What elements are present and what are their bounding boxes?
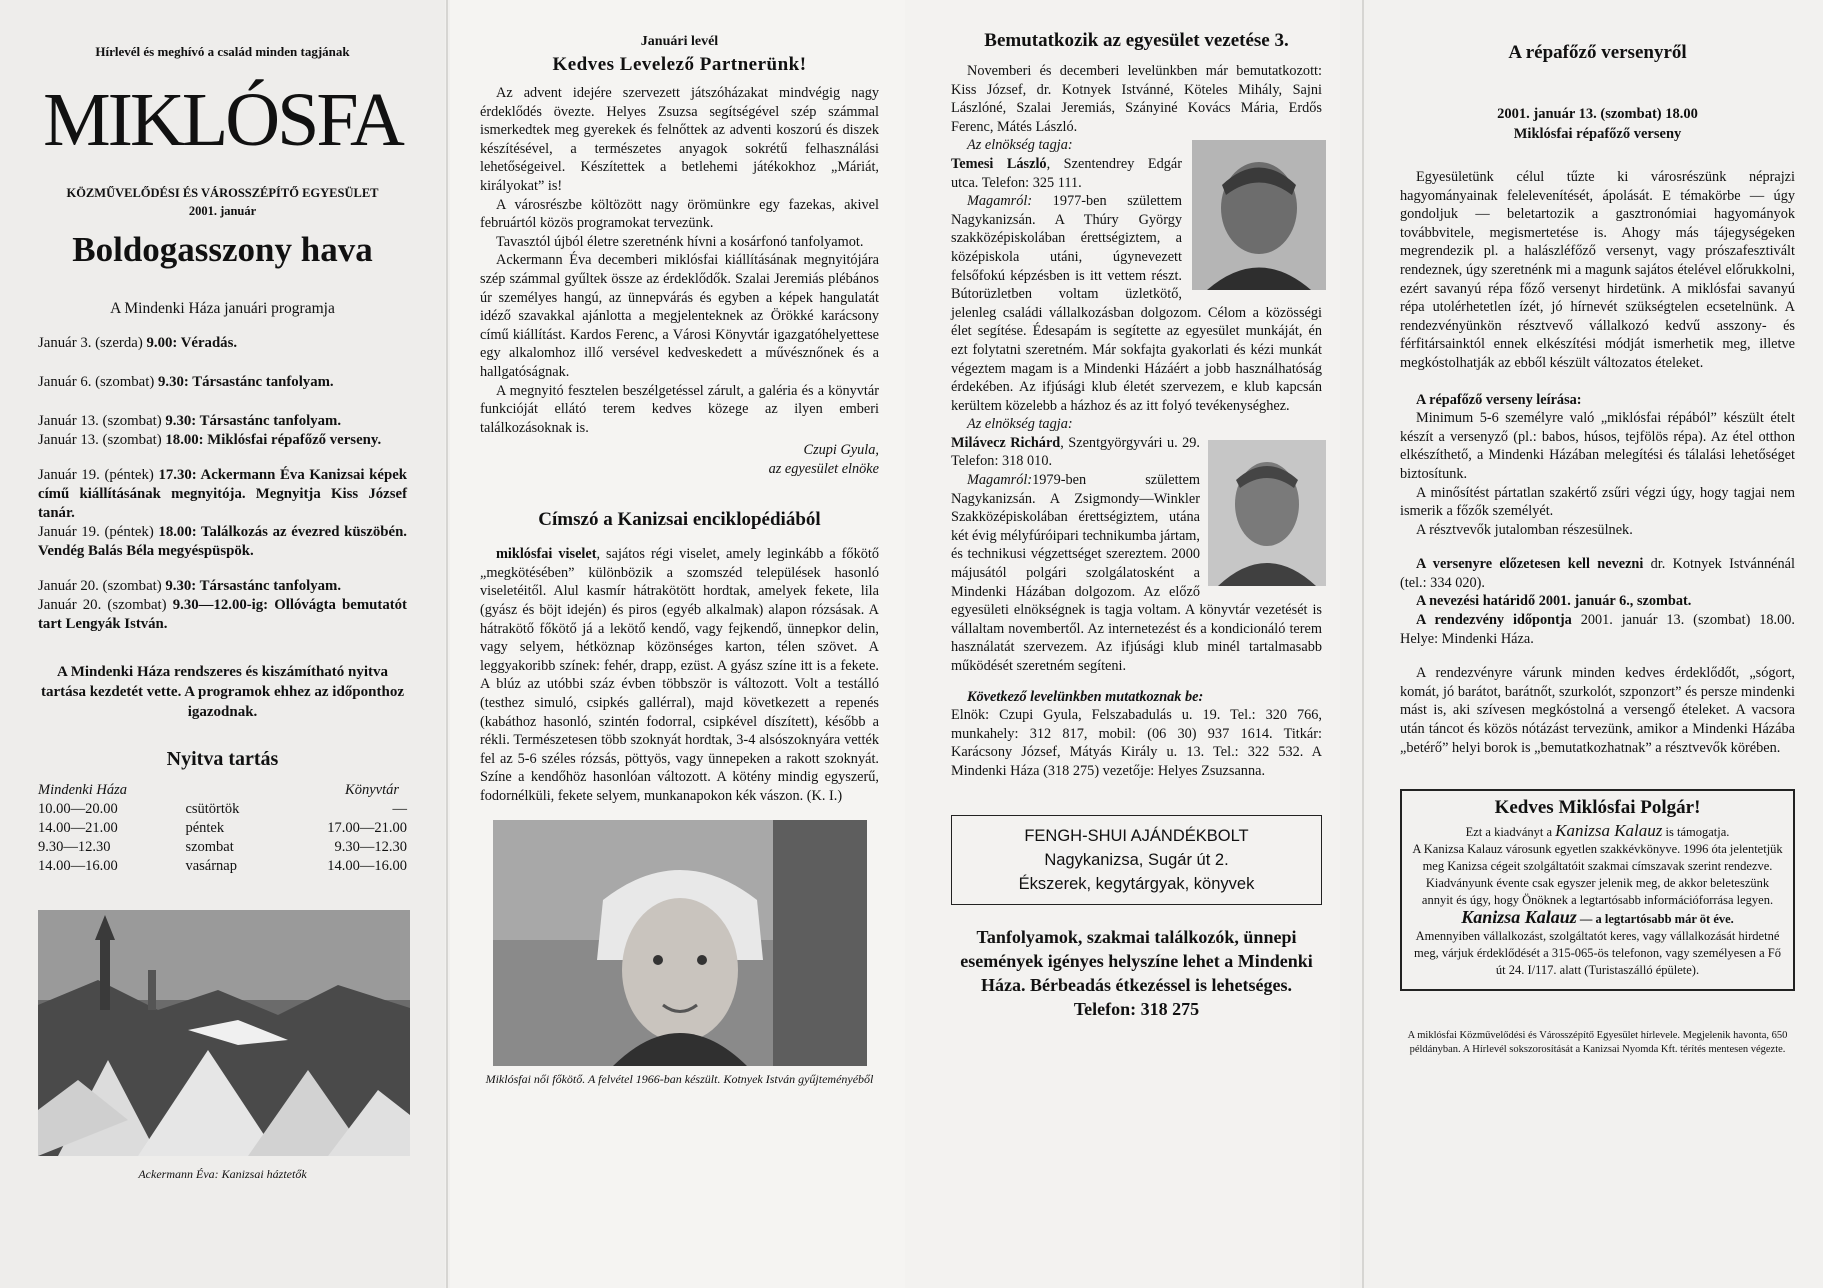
event-date: Január 19. (péntek) — [38, 467, 159, 483]
entry-text: , sajátos régi viselet, amely leginkább a főkötő „megkötésében” különbözik a szomszéd települések hasonló viseletéitől. Alul kasmír hátrakötött hordtak, amelyek fekete, lila (gyász és böjt idején) és piros (egyéb alkalmak) alapon rózsásak. A hátrakötő főkötő já a lekötő kendő, vagy fejkendő, ünnepkor delin, vagy selyem, hétköznap közönséges karton, télen szövet. A leggyakoribb színek: fehér, drapp, ezüst. A gyász színe itt is a fekete. A blúz az utóbbi száz évben többször is változott. Volt a testálló (testhez simuló, csipkés gallérral), majd következett a repenés (kabáthoz hasonló, szintén fodorral, csipkével díszített), később a rékli. Természetesen több szoknyát hordtak, 3-4 alsószoknyára vették fel az 5-6 széles rózsás, pöttyös, vagy ünnepeken a rakott szoknyát. Színe a kendőhöz hasonlóan változott. A kötény mindig egyszerű, fodornélküli, fekete selyem, munkanapokon kék vászon. (K. I.) — [480, 546, 879, 804]
signature — [480, 441, 879, 479]
sponsor-text: is támogatja. — [1662, 825, 1730, 840]
image-caption: Miklósfai női főkötő. A felvétel 1966-ban készült. Kotnyek István gyűjteményéből — [485, 1071, 874, 1086]
section-title: A répafőző versenyről — [1508, 42, 1687, 63]
member-label: Az elnökség tagja: — [967, 416, 1073, 433]
opening-notice: A Mindenki Háza rendszeres és kiszámítható nyitva tartása kezdetét vette. A programok ehhez az időponthoz igazodnak. — [40, 664, 404, 720]
date-line: Miklósfai répafőző verseny — [1513, 126, 1682, 142]
event-text: 9.30—12.00-ig: Ollóvágta bemutatót tart Lengyák István. — [38, 597, 407, 632]
signature-name: Czupi Gyula, — [803, 442, 879, 459]
table-cell: szombat — [185, 839, 234, 855]
sponsor-slogan — [1412, 909, 1783, 928]
intro-paragraph: Novemberi és decemberi levelünkben már bemutatkozott: Kiss József, dr. Kotnyek Istvánné, Köteles Mihály, Sajni Lászlóné, Szalai Jeremiás, Szányiné Kovács Mária, Erdős Ferenc, Mátés László. — [951, 63, 1322, 135]
letter-paragraph: Az advent idejére szervezett játszóházakat mindvégig nagy érdeklődés övezte. Helyes Zsuzsa segítségével szép számmal ismerkedtek meg gyerekek és felnőttek az adventi koszorú és diszek készítésével, a természetes anyagok sokrétű felhasználási lehetőségeivel. Készítettek a betlehemi játékokhoz „Máriát, királyokat” is! — [480, 85, 879, 194]
table-row — [38, 819, 407, 838]
contest-date — [1400, 104, 1795, 144]
event-item — [38, 373, 407, 392]
deadline-text: A nevezési határidő 2001. január 6., szombat. — [1416, 593, 1692, 610]
deadline — [1400, 592, 1795, 611]
event-text: 9.00: Véradás. — [146, 335, 238, 351]
image-caption: Ackermann Éva: Kanizsai háztetők — [138, 1167, 307, 1181]
issue-date: 2001. január — [188, 204, 257, 218]
bio-label: Magamról: — [967, 193, 1033, 210]
registration-info — [1400, 555, 1795, 592]
event-time — [1400, 611, 1795, 648]
member-address: , Szentendrey Edgár utca. Telefon: 325 111. — [951, 155, 1182, 191]
event-text: 9.30: Társastánc tanfolyam. — [157, 374, 334, 390]
ad-line: FENGH-SHUI AJÁNDÉKBOLT — [1024, 826, 1249, 845]
event-item — [38, 334, 407, 353]
event-time-rest: 2001. január 13. (szombat) 18.00. Helye: Mindenki Háza. — [1400, 612, 1795, 647]
fold-divider — [446, 0, 448, 1288]
table-header: Mindenki Háza — [38, 782, 127, 798]
next-issue-label: Következő levelünkben mutatkoznak be: — [967, 688, 1204, 705]
sponsor-box — [1400, 789, 1795, 991]
rule-item: Minimum 5-6 személyre való „miklósfai répából” készült ételt készít a versenyző (pl.: babos, húsos, tejfölös répa). Az étel otthon elkészíthető, a Mindenki Házában melegítési és tálalási lehetőséget biztosítunk. — [1400, 410, 1795, 482]
table-cell: 10.00—20.00 — [38, 801, 118, 817]
next-issue-text: Elnök: Czupi Gyula, Felszabadulás u. 19. Tel.: 320 766, munkahely: 312 817, mobil: (06 30) 937 1614. Titkár: Karácsony József, Mátyás Király u. 13. Tel.: 322 532. A Mindenki Háza (318 275) vezetője: Helyes Zsuzsanna. — [951, 707, 1322, 779]
portrait-milavecz — [1208, 440, 1326, 586]
sponsor-text: Ezt a kiadványt a — [1465, 825, 1556, 840]
masthead: MIKLÓSFA — [43, 78, 402, 162]
rules-heading: A répafőző verseny leírása: — [1416, 391, 1582, 408]
contest-intro: Egyesületünk célul tűzte ki városrészünk néprajzi hagyományainak felelevenítését, ápolását. E témakörbe — úgy gondoljuk — beletartozik a gasztronómiai hagyományok továbbvitele, megismertetése is. Ahogy más tájegységeken megrendezik pl. a halászléfőző versenyt, vagy prószafesztivált rendeznek, úgy szeretnénk mi a magunk sajátos ételével előrukkolni, ezért savanyú répa főző versenyt hirdetünk. A miklósfai savanyú répa utolérhetetlen ízét, jó hírnevét szükségtelen ecsetelnünk. A rendezvényünkön résztvevő vállalkozó kedvű asszony- és férfitársainktól ennek elkészítési módját ismerhetik meg, illetve megkóstolhatják az ebből készült változatos ételeket. — [1400, 169, 1795, 371]
rooftops-painting — [38, 910, 410, 1156]
bio-label: Magamról: — [967, 472, 1033, 489]
sponsor-slogan-text: — a legtartósabb már öt éve. — [1576, 912, 1734, 927]
program-title: A Mindenki Háza januári programja — [110, 300, 335, 317]
contest-column — [1370, 0, 1823, 1288]
ad-line: Ékszerek, kegytárgyak, könyvek — [1018, 874, 1255, 893]
opening-hours-table — [38, 781, 407, 876]
event-item — [38, 466, 407, 523]
event-text: 18.00: Miklósfai répafőző verseny. — [165, 432, 382, 448]
table-row — [38, 857, 407, 876]
table-cell: 14.00—16.00 — [38, 858, 118, 874]
event-date: Január 13. (szombat) — [38, 432, 166, 448]
table-cell: 9.30—12.30 — [334, 839, 407, 855]
table-row — [38, 800, 407, 819]
member-name: Milávecz Richárd — [951, 434, 1061, 451]
rule-item: A minősítést pártatlan szakértő zsűri végzi úgy, hogy tagjai nem ismerik a főzők személyét. — [1400, 484, 1795, 520]
entry-term: miklósfai viselet — [496, 546, 597, 563]
rule-item: A résztvevők jutalomban részesülnek. — [1416, 521, 1633, 538]
event-date: Január 19. (péntek) — [38, 524, 159, 540]
sponsor-line — [1412, 822, 1783, 841]
org-name: KÖZMŰVELŐDÉSI ÉS VÁROSSZÉPÍTŐ EGYESÜLET — [66, 186, 379, 200]
event-date: Január 20. (szombat) — [38, 578, 166, 594]
member-name: Temesi László — [951, 155, 1047, 172]
hours-title: Nyitva tartás — [166, 748, 279, 770]
ad-line: Nagykanizsa, Sugár út 2. — [1044, 850, 1229, 869]
sponsor-title: Kedves Miklósfai Polgár! — [1494, 797, 1701, 819]
member-label: Az elnökség tagja: — [967, 137, 1073, 154]
member-address: , Szentgyörgyvári u. 29. Telefon: 318 010. — [951, 434, 1200, 470]
sponsor-description: A Kanizsa Kalauz városunk egyetlen szakkévkönyve. 1996 óta jelentetjük meg Kanizsa cégeit szolgáltatóit szakmai címszavak szerint rendezve. Kiadványunk évente csak egyszer jelenik meg, de akkor beleteszünk annyit és úgy, hogy Önöknek a legtartósabb információforrása legyen. — [1412, 842, 1783, 908]
sponsor-brand: Kanizsa Kalauz — [1461, 907, 1577, 928]
event-time-bold: A rendezvény időpontja — [1416, 612, 1572, 629]
section-title: Bemutatkozik az egyesület vezetése 3. — [984, 30, 1289, 51]
event-item — [38, 523, 407, 561]
signature-role: az egyesület elnöke — [768, 461, 879, 478]
event-text: 18.00: Találkozás az évezred küszöbén. Vendég Balás Béla megyéspüspök. — [38, 524, 407, 559]
table-cell: 14.00—21.00 — [38, 820, 118, 836]
event-text: 9.30: Társastánc tanfolyam. — [165, 578, 342, 594]
gift-shop-ad — [951, 815, 1322, 905]
table-header-row — [38, 781, 407, 800]
letter-paragraph: A városrészbe költözött nagy örömünkre egy fazekas, akivel februártól közös programokat tervezünk. — [480, 196, 879, 232]
registration-rest: dr. Kotnyek Istvánnénál (tel.: 334 020). — [1400, 556, 1795, 591]
table-row — [38, 838, 407, 857]
table-cell: csütörtök — [185, 801, 240, 817]
event-item — [38, 577, 407, 596]
encyclopedia-entry — [480, 545, 879, 805]
sponsor-contact: Amennyiben vállalkozást, szolgáltatót keres, vagy vállalkozását hirdetné meg, várjuk érdeklődését a 315-065-ös telefonon, vagy személyesen a Fő út 24. I/117. alatt (Turistaszálló épülete). — [1414, 929, 1781, 978]
table-cell: 9.30—12.30 — [38, 839, 111, 855]
headscarf-photo — [493, 820, 867, 1066]
fold-divider — [1362, 0, 1364, 1288]
bio-text: 1977-ben születtem Nagykanizsán. A Thúry György szakközépiskolában érettségiztem, a középiskola utáni, úgynevezett felsőfokú képzésben is itt vettem részt. Bútorüzletben voltam üzletkötő, jelenleg családi vállalkozásban dolgozom. Célom a közösségi élet segítése. Édesapám is segítette az egyesület munkáját, én ezt folytatni szeretném. Már sokfajta gyakorlati és kézi munkát végeztem magam is a Mindenki Házáért a jobb használhatóság érdekében. Az ifjúsági klub életét szervezem, e klub kapcsán kerültem közelebb a házhoz és az itt folyó tevékenységhez. — [951, 193, 1322, 414]
encyclopedia-title: Címszó a Kanizsai enciklopédiából — [538, 509, 821, 531]
letter-column — [450, 0, 905, 1288]
event-item — [38, 431, 407, 450]
colophon: A miklósfai Közművelődési és Városszépítő Egyesület hírlevele. Megjelenik havonta, 650 példányban. A Hírlevél sokszorosítását a Kanizsai Nyomda Kft. térítés mentesen végezte. — [1407, 1030, 1788, 1056]
event-date: Január 6. (szombat) — [38, 374, 158, 390]
registration-bold: A versenyre előzetesen kell nevezni — [1416, 556, 1644, 573]
letter-paragraph: Tavasztól újból életre szeretnénk hívni a kosárfonó tanfolyamot. — [496, 233, 864, 250]
event-item — [38, 412, 407, 431]
table-cell: 17.00—21.00 — [327, 820, 407, 836]
table-cell: vasárnap — [185, 858, 237, 874]
invitation-paragraph: A rendezvényre várunk minden kedves érdeklődőt, „sógort, komát, jó barátot, barátnőt, szurkolót, szponzort” és persze mindenki mást is, aki szívesen megkóstolná a versengő ételeket. A vacsora után táncot és közös nótázást tervezünk, amikor a Mindenki Házába „betérő” helyi borok is „bemutatkozhatnak” a résztvevők körében. — [1400, 665, 1795, 756]
event-date: Január 13. (szombat) — [38, 413, 166, 429]
table-cell: péntek — [185, 820, 225, 836]
month-title: Boldogasszony hava — [72, 230, 373, 269]
event-text: 9.30: Társastánc tanfolyam. — [165, 413, 342, 429]
leaders-column — [905, 0, 1340, 1288]
venue-ad: Tanfolyamok, szakmai találkozók, ünnepi események igényes helyszíne lehet a Mindenki Háza. Bérbeadás étkezéssel is lehetséges. Telefon: 318 275 — [960, 926, 1313, 1019]
event-date: Január 3. (szerda) — [38, 335, 147, 351]
table-cell: 14.00—16.00 — [327, 858, 407, 874]
letter-title: Kedves Levelező Partnerünk! — [552, 54, 807, 75]
table-header — [185, 781, 274, 800]
front-column — [0, 0, 445, 1288]
letter-paragraph: A megnyitó fesztelen beszélgetéssel zárult, a galéria és a könyvtár funkcióját ellátó terem kedves közege az ilyen emberi találkozásoknak is. — [480, 382, 879, 436]
sponsor-brand: Kanizsa Kalauz — [1555, 821, 1663, 841]
organization-name — [38, 184, 407, 220]
date-line: 2001. január 13. (szombat) 18.00 — [1497, 106, 1698, 122]
table-cell: — — [392, 801, 407, 817]
letter-paragraph: Ackermann Éva decemberi miklósfai kiállításának megnyitójára szép számmal gyűltek össze az érdeklődők. Szalai Jeremiás plébános úr személyes hangú, az ünnepvárás és egyben a képek hangulatát idéző szavakkal ajánlotta a megjelenteknek az Örökké karácsony című kiállítást. Kardos Ferenc, a Városi Könyvtár igazgatóhelyettese egy alkalomhoz illő versével kedveskedett a művésznőnek és a hallgatóságnak. — [480, 252, 879, 380]
table-header: Könyvtár — [345, 782, 399, 798]
portrait-temesi — [1192, 140, 1326, 290]
event-item — [38, 596, 407, 634]
kicker: Hírlevél és meghívó a család minden tagjának — [95, 44, 350, 59]
event-text: 17.30: Ackermann Éva Kanizsai képek című kiállításának megnyitója. Megnyitja Kiss József tanár. — [38, 467, 407, 521]
letter-pre-title: Januári levél — [640, 34, 719, 49]
bio-text: 1979-ben születtem Nagykanizsán. A Zsigmondy—Winkler Szakközépiskolában érettségiztem, utána két évig mélyfúróipari technikumba jártam, és technikusi végzettséget szereztem. 2000 májusától polgári szolgálatosként a Mindenki Házában dolgozom. Az előző egyesületi elnökségnek is tagja voltam. A könyvtár vezetését is vállaltam novembertől. Az internetezést és a kondicionáló terem használatát szervezem. Az ifjúsági klub minél tartalmasabb működését szeretném segíteni. — [951, 472, 1322, 674]
event-date: Január 20. (szombat) — [38, 597, 173, 613]
